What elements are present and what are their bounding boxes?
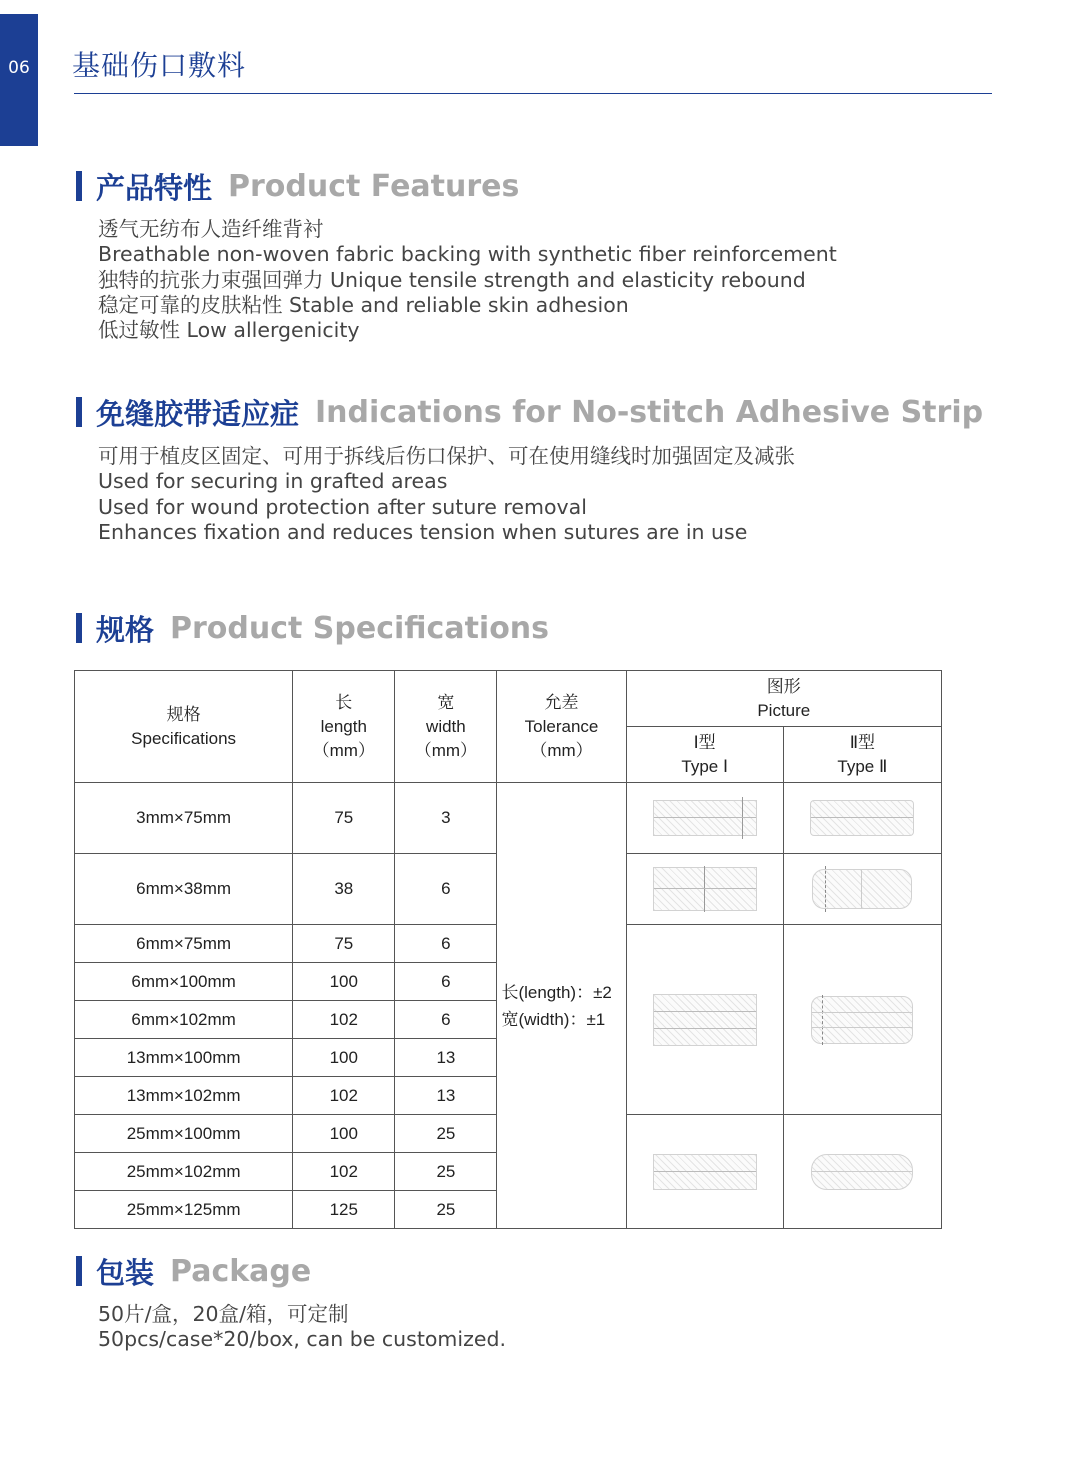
header-length-unit: （mm） (312, 740, 375, 760)
strip-type1-image (653, 800, 757, 836)
features-heading (76, 169, 519, 203)
width-cell: 6 (395, 925, 497, 963)
header-type2-en: Type Ⅱ (837, 756, 888, 776)
table-header-row (75, 671, 942, 727)
spec-cell: 13mm×100mm (75, 1039, 293, 1077)
strip-type1-image (653, 867, 757, 911)
spec-cell: 25mm×102mm (75, 1153, 293, 1191)
features-line: 稳定可靠的皮肤粘性 Stable and reliable skin adhesion (98, 292, 629, 317)
header-tolerance-zh: 允差 (544, 692, 579, 712)
page-title: 基础伤口敷料 (72, 49, 247, 82)
length-cell: 125 (293, 1191, 395, 1229)
spec-cell: 6mm×38mm (75, 854, 293, 925)
indications-title-zh: 免缝胶带适应症 (96, 396, 300, 431)
picture-type2-cell (783, 854, 941, 925)
indications-heading (76, 395, 983, 429)
length-cell: 38 (293, 854, 395, 925)
width-cell: 3 (395, 783, 497, 854)
spec-cell: 25mm×125mm (75, 1191, 293, 1229)
header-length-zh: 长 (335, 692, 353, 712)
package-list (98, 1302, 506, 1353)
width-cell: 6 (395, 854, 497, 925)
indications-list (98, 444, 795, 545)
indications-line: Enhances fixation and reduces tension when sutures are in use (98, 519, 748, 544)
features-title-en: Product Features (228, 168, 520, 204)
spec-cell: 6mm×100mm (75, 963, 293, 1001)
header-width-unit: （mm） (414, 740, 478, 760)
header-picture-zh: 图形 (766, 676, 801, 696)
features-line: 独特的抗张力束强回弹力 Unique tensile strength and elasticity rebound (98, 267, 806, 292)
spec-cell: 6mm×102mm (75, 1001, 293, 1039)
features-list (98, 217, 837, 343)
width-cell: 25 (395, 1191, 497, 1229)
indications-line: Used for securing in grafted areas (98, 469, 448, 494)
width-cell: 13 (395, 1039, 497, 1077)
header-width-en: width (426, 716, 466, 736)
strip-type1-image (653, 994, 757, 1046)
header-width-zh: 宽 (437, 692, 455, 712)
length-cell: 75 (293, 925, 395, 963)
picture-type1-cell (626, 783, 783, 854)
picture-type1-cell (626, 854, 783, 925)
strip-type2-image (811, 1154, 913, 1190)
specifications-title-en: Product Specifications (170, 610, 550, 646)
features-line: 透气无纺布人造纤维背衬 (98, 217, 324, 241)
header-spec (75, 671, 293, 783)
strip-type2-image (812, 869, 912, 909)
strip-type1-image (653, 1154, 757, 1190)
header-type1 (626, 727, 783, 783)
header-divider (74, 93, 992, 94)
length-cell: 102 (293, 1077, 395, 1115)
spec-cell: 6mm×75mm (75, 925, 293, 963)
header-length (293, 671, 395, 783)
page-tab (0, 14, 38, 146)
table-row (75, 783, 942, 854)
length-cell: 102 (293, 1153, 395, 1191)
section-marker (76, 397, 82, 427)
length-cell: 100 (293, 1039, 395, 1077)
spec-cell: 3mm×75mm (75, 783, 293, 854)
header-width (395, 671, 497, 783)
header-tolerance-en: Tolerance (524, 716, 599, 736)
indications-line: Used for wound protection after suture removal (98, 494, 587, 519)
package-line: 50片/盒，20盒/箱，可定制 (98, 1302, 349, 1326)
header-picture-en: Picture (757, 700, 811, 720)
header-type1-zh: Ⅰ型 (693, 732, 716, 752)
header-picture (626, 671, 941, 727)
width-cell: 13 (395, 1077, 497, 1115)
package-title-en: Package (170, 1253, 312, 1289)
length-cell: 75 (293, 783, 395, 854)
header-type2 (783, 727, 941, 783)
specifications-table (74, 670, 942, 1229)
tolerance-length: 长(length)：±2 (501, 982, 612, 1002)
width-cell: 25 (395, 1153, 497, 1191)
indications-title-en: Indications for No-stitch Adhesive Strip (315, 394, 984, 430)
indications-line: 可用于植皮区固定、可用于拆线后伤口保护、可在使用缝线时加强固定及减张 (98, 444, 795, 468)
picture-type1-cell (626, 1115, 783, 1229)
length-cell: 100 (293, 1115, 395, 1153)
section-marker (76, 171, 82, 201)
header-spec-zh: 规格 (166, 704, 201, 724)
tolerance-cell (497, 783, 626, 1229)
section-marker (76, 1256, 82, 1286)
package-title-zh: 包装 (96, 1255, 155, 1290)
picture-type1-cell (626, 925, 783, 1115)
header-tolerance (497, 671, 626, 783)
picture-type2-cell (783, 783, 941, 854)
header-spec-en: Specifications (131, 728, 237, 748)
header-tolerance-unit: （mm） (530, 740, 593, 760)
features-line: Breathable non-woven fabric backing with synthetic fiber reinforcement (98, 242, 837, 267)
header-type1-en: Type Ⅰ (681, 756, 728, 776)
section-marker (76, 613, 82, 643)
features-title-zh: 产品特性 (96, 170, 213, 205)
length-cell: 102 (293, 1001, 395, 1039)
picture-type2-cell (783, 925, 941, 1115)
header-length-en: length (320, 716, 367, 736)
width-cell: 6 (395, 963, 497, 1001)
width-cell: 25 (395, 1115, 497, 1153)
page-number: 06 (8, 58, 30, 78)
specifications-heading (76, 611, 549, 645)
picture-type2-cell (783, 1115, 941, 1229)
features-line: 低过敏性 Low allergenicity (98, 318, 360, 343)
spec-cell: 13mm×102mm (75, 1077, 293, 1115)
spec-cell: 25mm×100mm (75, 1115, 293, 1153)
length-cell: 100 (293, 963, 395, 1001)
specifications-title-zh: 规格 (96, 612, 155, 647)
width-cell: 6 (395, 1001, 497, 1039)
tolerance-width: 宽(width)：±1 (501, 1009, 606, 1029)
package-heading (76, 1254, 311, 1288)
header-type2-zh: Ⅱ型 (849, 732, 876, 752)
package-line: 50pcs/case*20/box, can be customized. (98, 1327, 506, 1352)
strip-type2-image (811, 996, 913, 1044)
strip-type2-image (810, 800, 914, 836)
